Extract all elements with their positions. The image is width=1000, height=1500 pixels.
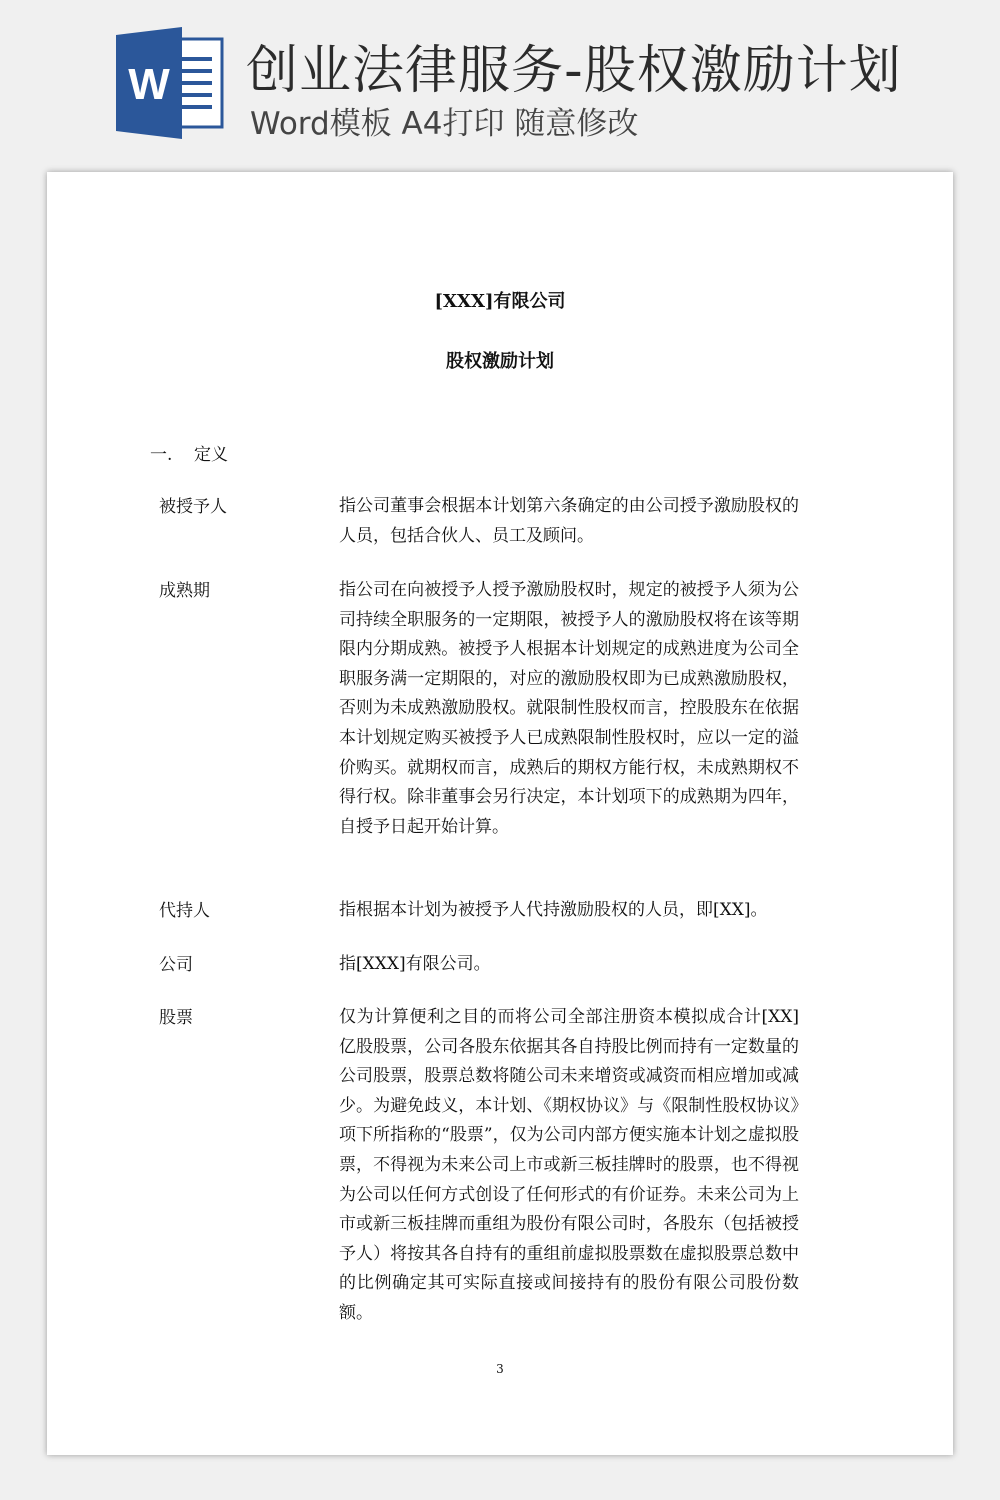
document-company-name: [XXX]有限公司 xyxy=(434,291,566,312)
banner-subtitle: Word模板 A4打印 随意修改 xyxy=(250,106,639,142)
section-heading xyxy=(150,440,228,465)
banner xyxy=(0,0,1000,160)
word-icon-letter: W xyxy=(128,60,170,109)
definition-term: 成熟期 xyxy=(159,581,210,601)
page-number: 3 xyxy=(496,1362,504,1376)
definition-term: 公司 xyxy=(159,955,193,975)
section-title: 定义 xyxy=(194,445,228,465)
definition-term: 被授予人 xyxy=(159,497,227,517)
definition-text: 仅为计算便利之目的而将公司全部注册资本模拟成合计[XX]亿股股票，公司各股东依据其各自持股比例而持有一定数量的公司股票，股票总数将随公司未来增资或减资而相应增加或减少。为避免歧义，本计划、《期权协议》与《限制性股权协议》项下所指称的“股票”，仅为公司内部方便实施本计划之虚拟股票，不得视为未来公司上市或新三板挂牌时的股票，也不得视为公司以任何方式创设了任何形式的有价证券。未来公司为上市或新三板挂牌而重组为股份有限公司时，各股东（包括被授予人）将按其各自持有的重组前虚拟股票数在虚拟股票总数中的比例确定其可实际直接或间接持有的股份有限公司股份数额。 xyxy=(339,1007,799,1323)
definition-text: 指公司在向被授予人授予激励股权时，规定的被授予人须为公司持续全职服务的一定期限，被授予人的激励股权将在该等期限内分期成熟。被授予人根据本计划规定的成熟进度为公司全职服务满一定期限的，对应的激励股权即为已成熟激励股权，否则为未成熟激励股权。就限制性股权而言，控股股东在依据本计划规定购买被授予人已成熟限制性股权时，应以一定的溢价购买。就期权而言，成熟后的期权方能行权，未成熟期权不得行权。除非董事会另行决定，本计划项下的成熟期为四年，自授予日起开始计算。 xyxy=(339,580,799,837)
definition-text: 指公司董事会根据本计划第六条确定的由公司授予激励股权的人员，包括合伙人、员工及顾问。 xyxy=(339,496,799,546)
definition-term: 代持人 xyxy=(159,901,210,921)
section-number: 一. xyxy=(150,445,173,465)
definition-text: 指[XXX]有限公司。 xyxy=(339,954,491,974)
banner-title: 创业法律服务-股权激励计划 xyxy=(246,41,902,101)
document-title: 股权激励计划 xyxy=(446,351,554,372)
document-page xyxy=(47,172,953,1455)
definition-term: 股票 xyxy=(159,1008,193,1028)
word-document-icon xyxy=(116,27,228,139)
definition-text: 指根据本计划为被授予人代持激励股权的人员，即[XX]。 xyxy=(339,900,768,920)
